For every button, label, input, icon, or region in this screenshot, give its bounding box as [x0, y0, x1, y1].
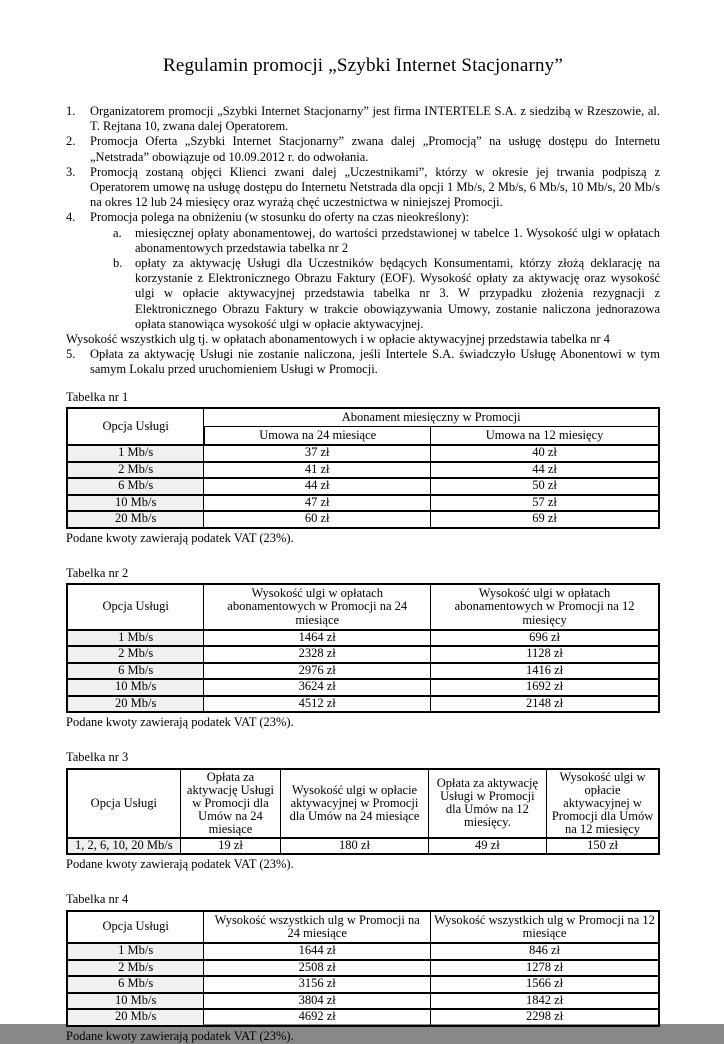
cell-value: 37 zł: [204, 445, 431, 462]
page-title: Regulamin promocji „Szybki Internet Stacjonarny”: [162, 55, 564, 76]
table-header-row: [67, 911, 659, 943]
cell-option: 1 Mb/s: [67, 630, 204, 647]
header-cell-option: Opcja Usługi: [67, 584, 204, 630]
list-marker: b.: [113, 256, 123, 271]
cell-value: 44 zł: [204, 478, 431, 495]
table-1-label: Tabelka nr 1: [66, 389, 129, 404]
header-cell-12m: Wysokość ulgi w opłatach abonamentowych w Promocji na 12 miesięcy: [431, 584, 659, 630]
list-subitem-b: [113, 256, 660, 332]
cell-option: 2 Mb/s: [67, 960, 204, 977]
list-marker: 3.: [66, 164, 76, 179]
table-4: [66, 910, 660, 1027]
header-cell-discount-24m: Wysokość ulgi w opłacie aktywacyjnej w Promocji dla Umów na 24 miesiące: [281, 769, 428, 838]
table-row: [67, 696, 659, 713]
table-3-label: Tabelka nr 3: [66, 750, 129, 765]
list-marker: 2.: [66, 134, 76, 149]
cell-value: 1566 zł: [431, 976, 659, 993]
cell-value: 3156 zł: [204, 976, 431, 993]
cell-value: 3804 zł: [204, 993, 431, 1010]
cell-value: 1128 zł: [431, 646, 659, 663]
cell-value: 44 zł: [431, 462, 659, 479]
table-row: [67, 1009, 659, 1026]
list-marker: 1.: [66, 104, 76, 118]
cell-value: 19 zł: [181, 838, 282, 855]
table-row: [67, 976, 659, 993]
cell-value: 1692 zł: [431, 679, 659, 696]
cell-option: 6 Mb/s: [67, 478, 204, 495]
list-text: opłaty za aktywację Usługi dla Uczestników będących Konsumentami, którzy złożą deklarację na korzystanie z Elektronicznego Obrazu Faktury (EOF). Wysokość opłaty za aktywację oraz wysokość ulgi w opłacie aktywacyjnej przedstawia tabelka nr 3. W przypadku złożenia rezygnacji z Elektronicznego Obrazu Faktury w trakcie obowiązywania Umowy, zostanie naliczona jednorazowa opłata stanowiąca wysokość ulgi w opłacie aktywacyjnej.: [135, 256, 660, 331]
table-row: [67, 943, 659, 960]
list-item-3: [66, 165, 660, 211]
header-cell-24m: Wysokość wszystkich ulg w Promocji na 24 miesiące: [204, 911, 431, 943]
header-cell-12m: Wysokość wszystkich ulg w Promocji na 12 miesiące: [431, 911, 659, 943]
list-item-4: [66, 210, 660, 225]
list-subitem-a: [113, 226, 660, 256]
list-text: Promocja polega na obniżeniu (w stosunku do oferty na czas nieokreślony):: [90, 210, 470, 225]
cell-value: 69 zł: [431, 511, 659, 528]
header-cell-activation-12m: Opłata za aktywację Usługi w Promocji dla Umów na 12 miesięcy.: [429, 769, 547, 838]
header-cell-24m: Umowa na 24 miesiące: [204, 427, 431, 445]
list-text: Promocją zostaną objęci Klienci zwani dalej „Uczestnikami”, którzy w okresie jej trwania podpiszą z Operatorem umowę na usługę dostępu do Internetu Netstrada dla opcji 1 Mb/s, 2 Mb/s, 6 Mb/s, 10 Mb/s, 20 Mb/s na okres 12 lub 24 miesięcy oraz wyrażą chęć uczestnictwa w niniejszej Promocji.: [90, 164, 660, 210]
table-row: [67, 630, 659, 647]
cell-value: 180 zł: [281, 838, 428, 855]
cell-option: 6 Mb/s: [67, 976, 204, 993]
table-row: [67, 960, 659, 977]
table-1: [66, 407, 660, 529]
cell-option: 10 Mb/s: [67, 679, 204, 696]
header-cell-24m: Wysokość ulgi w opłatach abonamentowych w Promocji na 24 miesiące: [204, 584, 431, 630]
cell-value: 150 zł: [547, 838, 659, 855]
cell-value: 47 zł: [204, 495, 431, 512]
cell-value: 2976 zł: [204, 663, 431, 680]
list-text: Promocja Oferta „Szybki Internet Stacjonarny” zwana dalej „Promocją” na usługę dostępu do Internetu „Netstrada” obowiązuje od 10.09.2012 r. do odwołania.: [90, 134, 660, 164]
vat-note: Podane kwoty zawierają podatek VAT (23%).: [66, 530, 294, 545]
table-row: [67, 462, 659, 479]
cell-option: 2 Mb/s: [67, 646, 204, 663]
cell-option: 10 Mb/s: [67, 495, 204, 512]
cell-value: 4692 zł: [204, 1009, 431, 1026]
cell-option: 20 Mb/s: [67, 696, 204, 713]
vat-note: Podane kwoty zawierają podatek VAT (23%).: [66, 857, 294, 872]
cell-value: 2148 zł: [431, 696, 659, 713]
header-cell-option: Opcja Usługi: [67, 769, 181, 838]
table-3: [66, 768, 660, 856]
cell-value: 60 zł: [204, 511, 431, 528]
header-cell-12m: Umowa na 12 miesięcy: [431, 427, 659, 445]
table-row: [67, 495, 659, 512]
table-row: [67, 478, 659, 495]
cell-value: 40 zł: [431, 445, 659, 462]
cell-value: 3624 zł: [204, 679, 431, 696]
vat-note: Podane kwoty zawierają podatek VAT (23%).: [66, 1028, 294, 1043]
cell-value: 1644 zł: [204, 943, 431, 960]
header-cell-option: Opcja Usługi: [67, 911, 204, 943]
table-row: [67, 679, 659, 696]
cell-option: 2 Mb/s: [67, 462, 204, 479]
cell-value: 1278 zł: [431, 960, 659, 977]
cell-value: 1416 zł: [431, 663, 659, 680]
table-row: [67, 646, 659, 663]
cell-option: 1 Mb/s: [67, 445, 204, 462]
list-marker: 5.: [66, 347, 76, 362]
header-cell-group: Abonament miesięczny w Promocji: [204, 408, 659, 427]
vat-note: Podane kwoty zawierają podatek VAT (23%).: [66, 715, 294, 730]
cell-value: 41 zł: [204, 462, 431, 479]
cell-value: 49 zł: [429, 838, 547, 855]
table-header-row: [67, 584, 659, 630]
cell-option: 6 Mb/s: [67, 663, 204, 680]
cell-option: 10 Mb/s: [67, 993, 204, 1010]
note-all-discounts: Wysokość wszystkich ulg tj. w opłatach abonamentowych i w opłacie aktywacyjnej przedstawia tabelka nr 4: [66, 332, 610, 347]
cell-value: 50 zł: [431, 478, 659, 495]
cell-value: 1464 zł: [204, 630, 431, 647]
cell-value: 2298 zł: [431, 1009, 659, 1026]
list-text: Organizatorem promocji „Szybki Internet Stacjonarny” jest firma INTERTELE S.A. z siedzibą w Rzeszowie, al. T. Rejtana 10, zwana dalej Operatorem.: [90, 104, 660, 134]
table-row: [67, 511, 659, 528]
table-row: [67, 993, 659, 1010]
list-marker: 4.: [66, 210, 76, 225]
list-item-5: [66, 347, 660, 377]
cell-value: 57 zł: [431, 495, 659, 512]
header-cell-option: Opcja Usługi: [67, 408, 204, 445]
cell-option: 20 Mb/s: [67, 511, 204, 528]
table-4-label: Tabelka nr 4: [66, 892, 129, 907]
header-cell-activation-24m: Opłata za aktywację Usługi w Promocji dla Umów na 24 miesiące: [181, 769, 282, 838]
list-item-2: [66, 134, 660, 164]
cell-option: 1, 2, 6, 10, 20 Mb/s: [67, 838, 181, 855]
table-row: [67, 838, 659, 855]
table-2-label: Tabelka nr 2: [66, 565, 129, 580]
cell-value: 2508 zł: [204, 960, 431, 977]
cell-value: 4512 zł: [204, 696, 431, 713]
table-2: [66, 583, 660, 713]
cell-option: 20 Mb/s: [67, 1009, 204, 1026]
table-row: [67, 445, 659, 462]
table-header-row: [67, 408, 659, 427]
cell-value: 1842 zł: [431, 993, 659, 1010]
list-text: miesięcznej opłaty abonamentowej, do wartości przedstawionej w tabelce 1. Wysokość ulgi w opłatach abonamentowych przedstawia tabelka nr 2: [135, 225, 660, 255]
list-marker: a.: [113, 225, 122, 240]
list-text: Opłata za aktywację Usługi nie zostanie naliczona, jeśli Intertele S.A. świadczyło Usługę Abonentowi w tym samym Lokalu przed uruchomieniem Usługi w Promocji.: [90, 347, 660, 377]
cell-value: 696 zł: [431, 630, 659, 647]
table-header-row: [67, 769, 659, 838]
cell-value: 846 zł: [431, 943, 659, 960]
table-row: [67, 663, 659, 680]
list-item-1: [66, 104, 660, 134]
cell-value: 2328 zł: [204, 646, 431, 663]
cell-option: 1 Mb/s: [67, 943, 204, 960]
header-cell-discount-12m: Wysokość ulgi w opłacie aktywacyjnej w Promocji dla Umów na 12 miesięcy: [547, 769, 659, 838]
